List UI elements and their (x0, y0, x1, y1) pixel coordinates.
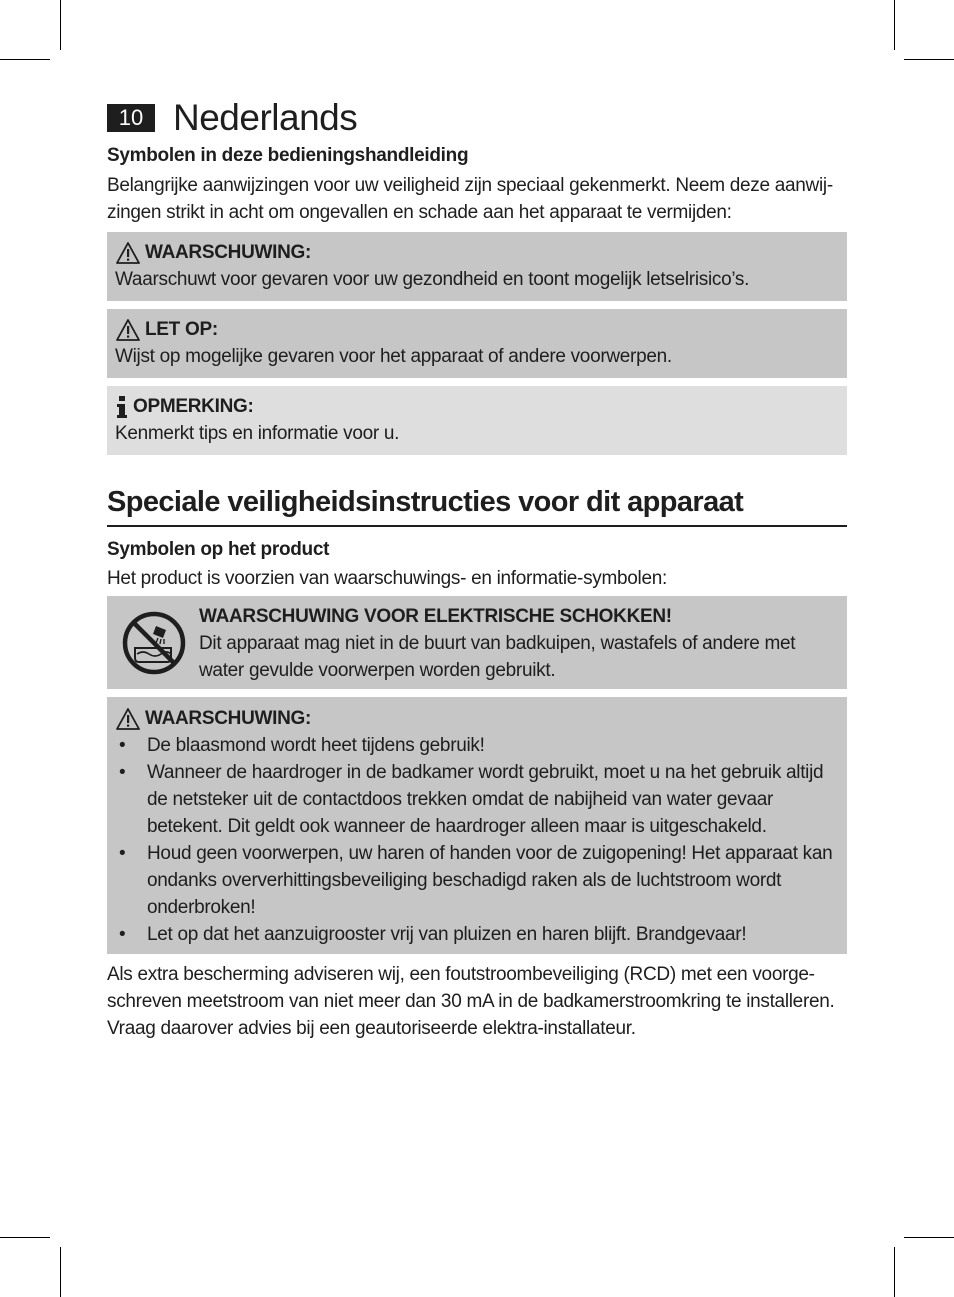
warning-box (107, 232, 847, 301)
caution-box (107, 309, 847, 378)
warning-title: WAARSCHUWING: (145, 242, 312, 263)
note-title: OPMERKING: (133, 396, 254, 417)
crop-mark (60, 0, 61, 50)
no-bath-icon (109, 603, 199, 682)
symbols-manual-title: Symbolen in deze bedieningshandleiding (107, 145, 469, 166)
safety-warning-list (115, 732, 839, 948)
crop-mark (894, 0, 895, 50)
page-header (107, 98, 847, 138)
note-box (107, 386, 847, 455)
crop-mark (894, 1247, 895, 1297)
list-item: • Let op dat het aanzuigrooster vrij van pluizen en haren blijft. Brandgevaar! (115, 921, 839, 948)
shock-warning-title: WAARSCHUWING VOOR ELEKTRISCHE SCHOKKEN! (199, 606, 672, 627)
page-content (107, 98, 847, 1042)
warning-triangle-icon (115, 707, 141, 731)
safety-warning-title: WAARSCHUWING: (145, 708, 312, 729)
shock-warning-box (107, 596, 847, 689)
caution-title: LET OP: (145, 319, 218, 340)
safety-warning-box (107, 697, 847, 954)
warning-text: Waarschuwt voor gevaren voor uw gezondheid en toont mogelijk letselrisico’s. (115, 269, 750, 290)
product-symbols-intro: Het product is voorzien van waarschuwings- en informatie-symbolen: (107, 568, 667, 589)
caution-text: Wijst op mogelijke gevaren voor het apparaat of andere voorwerpen. (115, 346, 672, 367)
list-item: • Wanneer de haardroger in de badkamer wordt gebruikt, moet u na het gebruik altijd de netsteker uit de contactdoos trekken omdat de nabijheid van water gevaar betekent. Dit geldt ook wanneer de haardroger alleen maar is uitgeschakeld. (115, 759, 839, 840)
warning-triangle-icon (115, 318, 141, 342)
page-title: Nederlands (173, 97, 358, 138)
crop-mark (0, 59, 50, 60)
list-item: • Houd geen voorwerpen, uw haren of handen voor de zuigopening! Het apparaat kan ondanks oververhittingsbeveiliging beschadigd raken als de luchtstroom wordt onderbroken! (115, 840, 839, 921)
symbols-manual-intro: Belangrijke aanwijzingen voor uw veiligheid zijn speciaal gekenmerkt. Neem deze aanwij-zingen strikt in acht om ongevallen en schade aan het apparaat te vermijden: (107, 175, 833, 223)
warning-triangle-icon (115, 241, 141, 265)
info-icon (115, 395, 129, 419)
shock-warning-text: Dit apparaat mag niet in de buurt van badkuipen, wastafels of andere met water gevulde voorwerpen worden gebruikt. (199, 633, 796, 681)
crop-mark (904, 1237, 954, 1238)
crop-mark (904, 59, 954, 60)
product-symbols-title: Symbolen op het product (107, 539, 330, 560)
page-number: 10 (107, 104, 155, 132)
note-text: Kenmerkt tips en informatie voor u. (115, 423, 400, 444)
closing-paragraph: Als extra bescherming adviseren wij, een foutstroombeveiliging (RCD) met een voorge-schreven meetstroom van niet meer dan 30 mA in de badkamerstroomkring te installeren. Vraag daarover advies bij een geautoriseerde elektra-installateur. (107, 964, 835, 1039)
list-item: • De blaasmond wordt heet tijdens gebruik! (115, 732, 839, 759)
crop-mark (0, 1237, 50, 1238)
crop-mark (60, 1247, 61, 1297)
section-title: Speciale veiligheidsinstructies voor dit apparaat (107, 486, 847, 527)
